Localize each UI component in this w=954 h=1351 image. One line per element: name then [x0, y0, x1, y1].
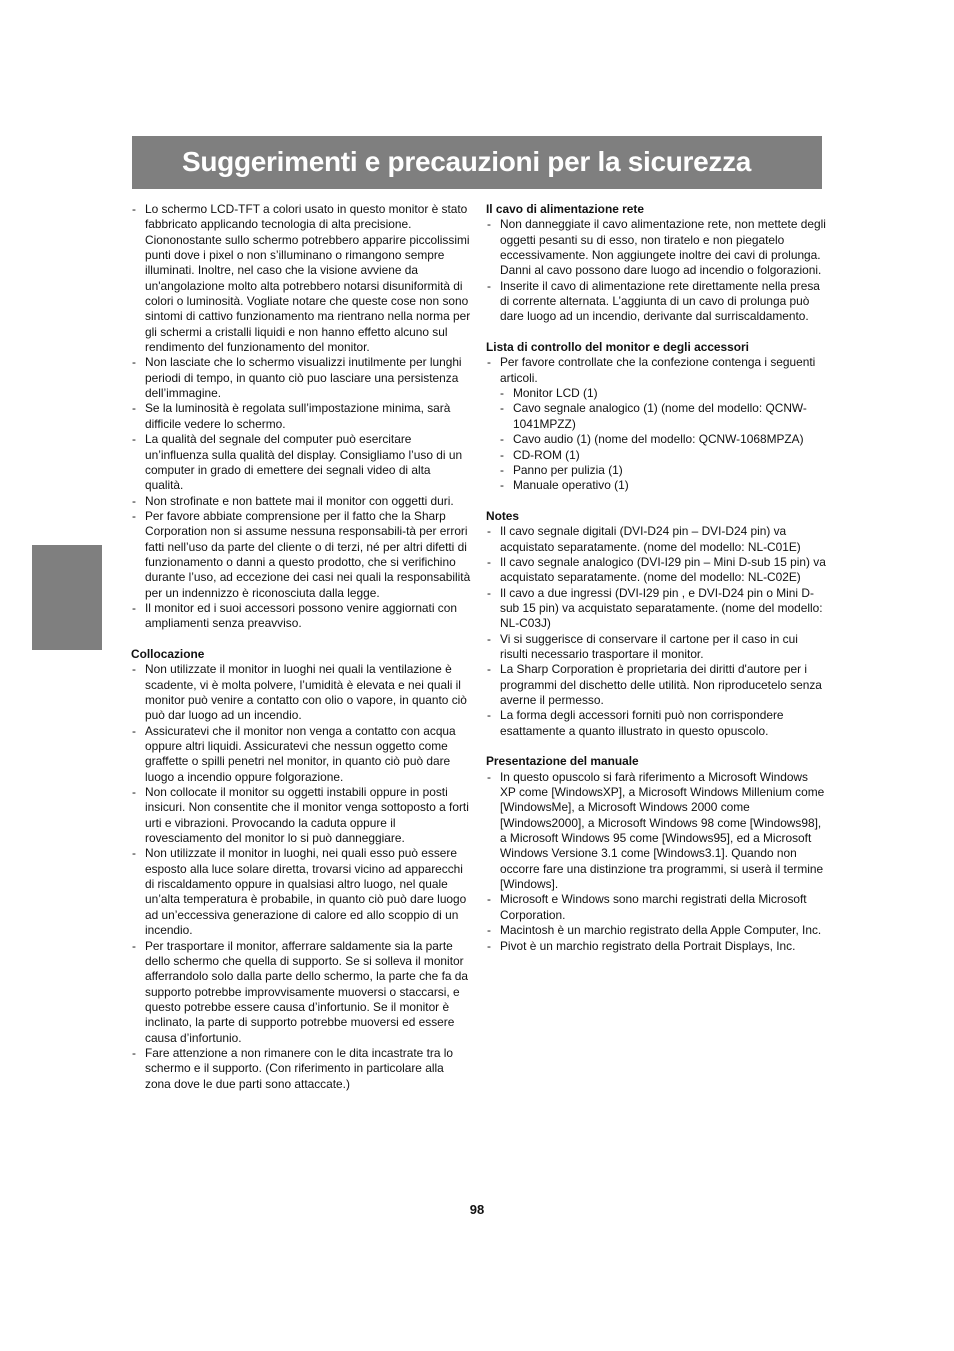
list-item: - Non strofinate e non battete mai il monitor con oggetti duri.	[131, 494, 471, 509]
section-tab-marker	[32, 545, 102, 650]
checklist-item: - Monitor LCD (1)	[486, 386, 826, 401]
list-item: - Il cavo segnale digitali (DVI-D24 pin – DVI-D24 pin) va acquistato separatamente. (nome del modello: NL-C01E)	[486, 524, 826, 555]
intro-section	[131, 202, 471, 632]
list-item: - Inserite il cavo di alimentazione rete direttamente nella presa di corrente alternata. L’aggiunta di un cavo di prolunga può dare luogo ad un incendio, derivante dal surriscaldamento.	[486, 279, 826, 325]
list-item: - Fare attenzione a non rimanere con le dita incastrate tra lo schermo e il supporto. (Con riferimento in particolare alla zona dove le due parti sono attaccate.)	[131, 1046, 471, 1092]
list-item: - Non collocate il monitor su oggetti instabili oppure in posti insicuri. Non consentite che il monitor venga sottoposto a forti urti e vibrazioni. Provocando la caduta oppure il rovesciamento del monitor lo si può danneggiare.	[131, 785, 471, 846]
list-item: - Il cavo a due ingressi (DVI-I29 pin , e DVI-D24 pin o Mini D-sub 15 pin) va acquistato separatamente. (nome del modello: NL-C03J)	[486, 586, 826, 632]
list-item: - Se la luminosità è regolata sull’impostazione minima, sarà difficile vedere lo schermo.	[131, 401, 471, 432]
checklist-item: - Manuale operativo (1)	[486, 478, 826, 493]
collocazione-section	[131, 647, 471, 1092]
section-heading: Presentazione del manuale	[486, 754, 639, 769]
section-heading: Notes	[486, 508, 520, 523]
list-item: - La forma degli accessori forniti può non corrispondere esattamente a quanto illustrato in questo opuscolo.	[486, 708, 826, 739]
presentazione-section	[486, 754, 826, 953]
list-item: - Lo schermo LCD-TFT a colori usato in questo monitor è stato fabbricato applicando tecnologia di alta precisione. Ciononostante sullo schermo potrebbero apparire piccolissimi punti dove i pixel o non s’illuminano o rimangono sempre illuminati. Inoltre, nel caso che la visione avviene da un'angolazione molto alta potrebbero notarsi disuniformità di colori o luminosità. Vogliate notare che queste cose non sono sintomi di cattivo funzionamento ma rientrano nella norma per gli schermi a cristalli liquidi e non hanno effetto alcuno sul rendimento del funzionamento del monitor.	[131, 202, 471, 355]
checklist-item: - CD-ROM (1)	[486, 448, 826, 463]
right-column	[486, 202, 826, 969]
list-item: - Per favore abbiate comprensione per il fatto che la Sharp Corporation non si assume nessuna responsabili-tà per errori fatti nell’uso da parte del cliente o di terzi, né per altri difetti di funzionamento o danni a questo prodotto, che si verifichino durante l’uso, ad eccezione dei casi nei quali la responsabilità per un indennizzo è riconosciuta dalla legge.	[131, 509, 471, 601]
section-heading: Lista di controllo del monitor e degli accessori	[486, 340, 749, 355]
list-item: - Non lasciate che lo schermo visualizzi inutilmente per lunghi periodi di tempo, in quanto ciò puo lasciare una persistenza dell’immagine.	[131, 355, 471, 401]
list-item: - Per favore controllate che la confezione contenga i seguenti articoli.	[486, 355, 826, 386]
page-title: Suggerimenti e precauzioni per la sicurezza	[182, 146, 752, 177]
list-item: - Il monitor ed i suoi accessori possono venire aggiornati con ampliamenti senza preavviso.	[131, 601, 471, 632]
list-item: - Pivot è un marchio registrato della Portrait Displays, Inc.	[486, 939, 826, 954]
list-item: - Microsoft e Windows sono marchi registrati della Microsoft Corporation.	[486, 892, 826, 923]
list-item: - Non utilizzate il monitor in luoghi, nei quali esso può essere esposto alla luce solare diretta, trovarsi vicino ad apparecchi di riscaldamento oppure in qualsiasi altro luogo, nel quale un’alta temperatura è probabile, in quanto ciò può dare luogo ad un’eccessiva generazione di calore ed allo scoppio di un incendio.	[131, 846, 471, 938]
list-item: - Assicuratevi che il monitor non venga a contatto con acqua oppure altri liquidi. Assicuratevi che nessun oggetto come graffette o spilli penetri nel monitor, in quanto ciò può dare luogo a incendio oppure folgorazione.	[131, 724, 471, 785]
list-item: - La qualità del segnale del computer può esercitare un’influenza sulla qualità del display. Consigliamo l’uso di un computer in grado di emettere dei segnali video di alta qualità.	[131, 432, 471, 493]
section-heading: Collocazione	[131, 646, 205, 661]
list-item: - La Sharp Corporation è proprietaria dei diritti d'autore per i programmi del dischetto delle utilità. Non riproducetelo senza averne il permesso.	[486, 662, 826, 708]
page-number: 98	[469, 1202, 485, 1217]
list-item: - Non utilizzate il monitor in luoghi nei quali la ventilazione è scadente, vi è molta polvere, l’umidità è elevata e nei quali il monitor può venire a contatto con olio o vapore, in quanto ciò può dar luogo ad un incendio.	[131, 662, 471, 723]
list-item: - Non danneggiate il cavo alimentazione rete, non mettete degli oggetti pesanti su di esso, non tiratelo e non piegatelo eccessivamente. Non aggiungete inoltre dei cavi di prolunga. Danni al cavo possono dare luogo ad incendio o folgorazioni.	[486, 217, 826, 278]
cavo-section	[486, 202, 826, 325]
list-item: - Macintosh è un marchio registrato della Apple Computer, Inc.	[486, 923, 826, 938]
left-column	[131, 202, 471, 1107]
list-item: - Vi si suggerisce di conservare il cartone per il caso in cui risulti necessario trasportare il monitor.	[486, 632, 826, 663]
list-item: - Il cavo segnale analogico (DVI-I29 pin – Mini D-sub 15 pin) va acquistato separatamente. (nome del modello: NL-C02E)	[486, 555, 826, 586]
checklist-item: - Cavo audio (1) (nome del modello: QCNW-1068MPZA)	[486, 432, 826, 447]
title-banner	[132, 136, 822, 189]
checklist-item: - Panno per pulizia (1)	[486, 463, 826, 478]
list-item: - Per trasportare il monitor, afferrare saldamente sia la parte dello schermo che quella di supporto. Se si solleva il monitor afferrandolo solo dalla parte dello schermo, la parte che fa da supporto potrebbe improvvisamente muoversi o staccarsi, e questo potrebbe essere causa d’infortunio. Se il monitor è inclinato, la parte di supporto potrebbe muoversi ed essere causa d’infortunio.	[131, 939, 471, 1046]
notes-section	[486, 509, 826, 739]
list-item: - In questo opuscolo si farà riferimento a Microsoft Windows XP come [WindowsXP], a Microsoft Windows Millenium come [WindowsMe], a Microsoft Windows 2000 come [Windows2000], a Microsoft Windows 98 come [Windows98], a Microsoft Windows 95 come [Windows95], ed a Microsoft Windows Versione 3.1 come [Windows3.1]. Quando non occorre fare una distinzione tra programmi, si userà il termine [Windows].	[486, 770, 826, 893]
checklist-item: - Cavo segnale analogico (1) (nome del modello: QCNW-1041MPZZ)	[486, 401, 826, 432]
section-heading: Il cavo di alimentazione rete	[486, 202, 644, 216]
lista-section	[486, 340, 826, 493]
